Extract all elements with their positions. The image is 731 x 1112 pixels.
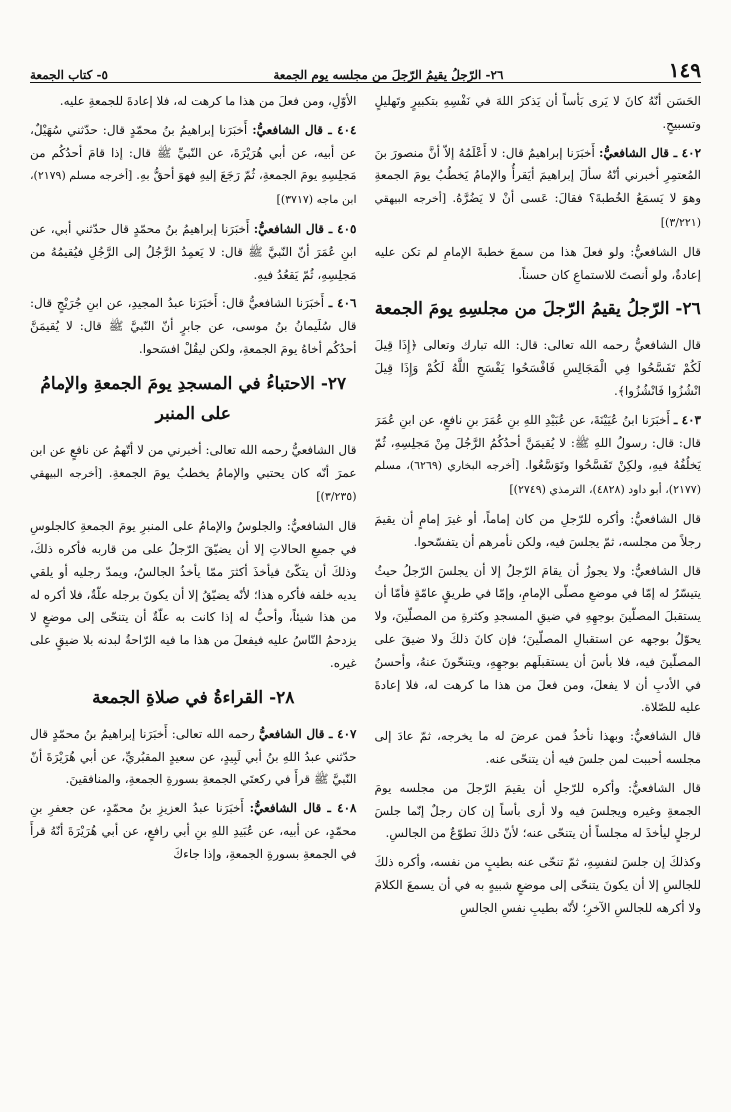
- hadith-number: ٤٠٨ ـ قال الشافعيُّ:: [249, 801, 357, 816]
- paragraph: [30, 439, 357, 509]
- right-column: [375, 90, 702, 1088]
- source-reference: [أخرجه مسلم (٢١٧٩)، ابن ماجه (٣٧١٧)]: [30, 169, 357, 207]
- paragraph: الحَسَن أنّهُ كانَ لا يَرى بَأساً أن يَذكرَ اللهَ في نَفْسِهِ بتكبيرٍ وتَهليلٍ وتسبيحٍ.: [374, 94, 701, 131]
- hadith-number: ٤٠٦ ـ: [328, 296, 357, 311]
- left-column: [30, 90, 357, 1088]
- book-title: ٥- كتاب الجمعة: [30, 68, 108, 82]
- paragraph: قال الشافعيُّ رحمه الله تعالى: قال: الله تبارك وتعالى ﴿إِذَا قِيلَ لَكُمْ تَفَسَّحُوا فِي الْمَجَالِسِ فَافْسَحُوا يَفْسَحِ اللَّهُ لَكُمْ وَإِذَا قِيلَ انْشُزُوا فَانْشُزُوا﴾.: [374, 338, 701, 398]
- hadith-number: ٤٠٥ ـ قال الشافعيُّ:: [253, 221, 357, 236]
- section-heading: ٢٦- الرّجلُ يقيمُ الرّجلَ من مجلسِهِ يومَ الجمعة: [374, 299, 701, 320]
- paragraph: قال الشافعيُّ: ولا يجوزُ أن يقامَ الرّجلُ إلا أن يجلسَ الرّجلُ حيثُ يتيسّرُ له إمّا في موضعِ مصلّى الإمامِ، وإمّا في طريقٍ عامّةٍ فأمّا أن يستقبلَ المصلّينَ بوجهِهِ في ضيقِ المسجدِ وكثرةِ من المصلّينَ، ولا يحوّلُ بوجهه عن استقبالِ المصلّينَ؛ فإن كانَ ذلكَ ولا ضيقَ على المصلّينَ فيه، فلا بأسَ أن يستقبلَهم بوجهِهِ، ويتنحّونَ عنهُ، وأحسنُ في الأدبِ أن لا يفعلَ، ومن فعلَ من هذا ما كرهت له، فلا إعادةَ عليه للصّلاة.: [374, 563, 701, 715]
- hadith-text: رحمه الله تعالى: أَخبَرَنا إبراهيمُ بنُ محمّدٍ قال حدّثني عبدُ اللهِ بنُ أبي لَبِيدٍ، عن سعيدٍ المقبُريِّ، عن أبي هُرَيْرَةَ أنّ النّبيَّ ﷺ قرأَ في ركعتَي الجمعةِ بسورةِ الجمعةِ، والمنافقينَ.: [30, 726, 357, 787]
- paragraph: [375, 142, 702, 235]
- hadith-text: أَخبَرَنا ابنُ عُيَيْنَةَ، عن عُبَيْدِ اللهِ بنِ عُمَرَ بنِ نافعٍ، عن ابنِ عُمَرَ قال: قال: رسولُ اللهِ ﷺ: لا يُقيمَنَّ أحدُكُمُ الرَّجُلَ مِنْ مَجلِسِهِ، ثُمّ يَخلُفُهُ فيهِ، ولكِنْ تَفَسَّحُوا وتَوَسَّعُوا.: [374, 412, 701, 473]
- paragraph: [30, 218, 357, 286]
- hadith-text: قال الشافعيُّ رحمه الله تعالى: أخبرني من لا أتّهمُ عن نافعٍ عن ابن عمرَ أنّه كان يحتبي والإمامُ يخطبُ يومَ الجمعةِ.: [30, 442, 357, 480]
- paragraph: [30, 119, 357, 212]
- paragraph: [30, 797, 357, 865]
- paragraph: الأوّلِ، ومن فعلَ من هذا ما كرهت له، فلا إعادةَ للجمعةِ عليه.: [59, 94, 357, 108]
- running-title: ٢٦- الرّجلُ يقيمُ الرّجلَ من مجلسه يوم الجمعة: [273, 68, 504, 82]
- paragraph: [375, 409, 702, 502]
- hadith-text: أَخبَرَنا الشافعيُّ قال: أَخبَرَنا عبدُ المجيدِ، عن ابنِ جُرَيْجٍ قال: قال سُلَيمانُ بنُ موسى، عن جابرٍ أنّ النّبيَّ ﷺ قال: لا يُقيمَنَّ أحدُكُم أخاهُ يومَ الجمعةِ، ولكن ليقُلْ افسَحوا.: [30, 296, 357, 356]
- paragraph: قال الشافعيُّ: وأكره للرّجلِ أن يقيمَ الرّجلَ من مجلسه يومَ الجمعةِ وغيره ويجلسَ فيه ولا أرى بأساً إن كان رجلٌ إنّما جلسَ لرجلٍ ليأخذَ له مجلساً أن يتنحّى عنه؛ لأنّ ذلكَ تطوّعٌ من الجالسِ.: [374, 780, 701, 841]
- paragraph: قال الشافعيُّ: والجلوسُ والإمامُ على المنبرِ يومَ الجمعةِ كالجلوسِ في جميعِ الحالاتِ إلا أن يضيّقَ الرّجلُ على من قاربه فأكره ذلكَ، وذلكَ أن يتكّئ فيأخذَ أكثرَ ممّا يأخذُ الجالسُ، ويمدّ رجليه أو يلقي يديه خلفه فأكره هذا؛ لأنّه يضيّقُ إلا أن يكونَ برجله علّةٌ، فلا أكره له من هذا شيئاً، وأحبُّ له إذا كانت به علّةٌ أن يتنحّى إلى موضعٍ لا يزدحمُ النّاسُ عليه فيفعلَ من هذا ما فيه الرّاحةُ لبدنه بلا ضيقٍ على غيره.: [30, 519, 357, 670]
- page-header: [30, 58, 701, 83]
- paragraph: قال الشافعيُّ: وبهذا نأخذُ فمن عرضَ له ما يخرجه، ثمّ عادَ إلى مجلسه أحببت لمن جلسَ فيه أن يتنحّى عنه.: [374, 729, 701, 766]
- paragraph: [30, 723, 357, 791]
- paragraph: وكذلكَ إن جلسَ لنفسِهِ، ثمّ تنحّى عنه بطيبٍ من نفسه، وأكره ذلكَ للجالسِ إلا أن يكونَ يتنحّى إلى موضعٍ شبيهٍ به في أن يسمعَ الكلامَ ولا أكرهه للجالسِ الآخرِ؛ لأنّه بطيبِ نفسِ الجالسِ: [374, 855, 701, 915]
- paragraph: [30, 292, 357, 360]
- paragraph: قال الشافعيُّ: وأكره للرّجلِ من كان إماماً، أو غيرَ إمامٍ أن يقيمَ رجلاً من مجلسه، ثمّ يجلسَ فيه، ولكن نأمرهم أن يتفسّحوا.: [374, 511, 701, 549]
- section-heading: ٢٨- القراءةُ في صلاةِ الجمعة: [92, 687, 295, 708]
- hadith-text: أَخبَرَنا عبدُ العزيزِ بنُ محمّدٍ، عن جعفرِ بنِ محمّدٍ، عن أبيه، عن عُبَيدِ اللهِ بنِ أبي رافعٍ، عن أبي هُرَيْرَةَ أنّهُ قرأَ في الجمعةِ بسورةِ الجمعةِ، وإذا جاءكَ: [30, 801, 357, 861]
- hadith-number: ٤٠٤ ـ قال الشافعيُّ:: [252, 122, 357, 137]
- hadith-number: ٤٠٧ ـ قال الشافعيُّ: [258, 726, 357, 741]
- section-heading: ٢٧- الاحتباءُ في المسجدِ يومَ الجمعةِ والإمامُ على المنبر: [40, 373, 347, 424]
- source-reference: [أخرجه البيهقي (٣/٢٢١)]: [374, 192, 701, 229]
- hadith-number: ٤٠٣ ـ: [673, 412, 701, 427]
- source-reference: [أخرجه البخاري (٦٢٦٩)، مسلم (٢١٧٧)، أبو داود (٤٨٢٨)، الترمذي (٢٧٤٩)]: [374, 459, 701, 497]
- text-columns: [30, 90, 701, 1088]
- hadith-number: ٤٠٢ ـ قال الشافعيُّ:: [599, 145, 701, 160]
- page-number: ١٤٩: [668, 58, 701, 82]
- paragraph: قال الشافعيُّ: ولو فعلَ هذا من سمعَ خطبةَ الإمامِ لم تكن عليه إعادةٌ، ولو أنصتَ للاستماعِ كان حسناً.: [374, 244, 701, 282]
- hadith-text: أَخبَرَنا إبراهيمُ بنُ محمّدٍ قال حدّثني أبي، عن ابنِ عُمَرَ أنّ النّبيَّ ﷺ قال: لا يَعمِدُ الرَّجُلُ إلى الرَّجُلِ فيُقيمُهُ من مَجلِسِهِ، ثُمّ يَقعُدُ فيهِ.: [30, 221, 357, 282]
- source-reference: [أخرجه البيهقي (٣/٢٣٥)]: [30, 466, 357, 504]
- hadith-text: أَخبَرَنا إبراهيمُ قال: لا أَعْلَمُهُ إلاّ أنَّ منصورَ بنَ المُعتمِرِ أخبرني أنّهُ سألَ إبراهيمَ أيَقرأُ والإمامُ يَخطُبُ يومَ الجمعةِ وهوَ لا يَسمَعُ الخُطبةَ؟ فقالَ: عَسى أنْ لا يَضُرَّهُ.: [374, 145, 701, 206]
- hadith-text: أَخبَرَنا إبراهيمُ بنُ محمّدٍ قال: حدّثني سُهَيْلٌ، عن أبيه، عن أبي هُرَيْرَةَ، عن النّبيِّ ﷺ قال: إذا قامَ أحدُكُم من مَجلِسِهِ يومَ الجمعةِ، ثُمّ رَجَعَ إليهِ فهوَ أحقُّ بهِ.: [30, 122, 357, 183]
